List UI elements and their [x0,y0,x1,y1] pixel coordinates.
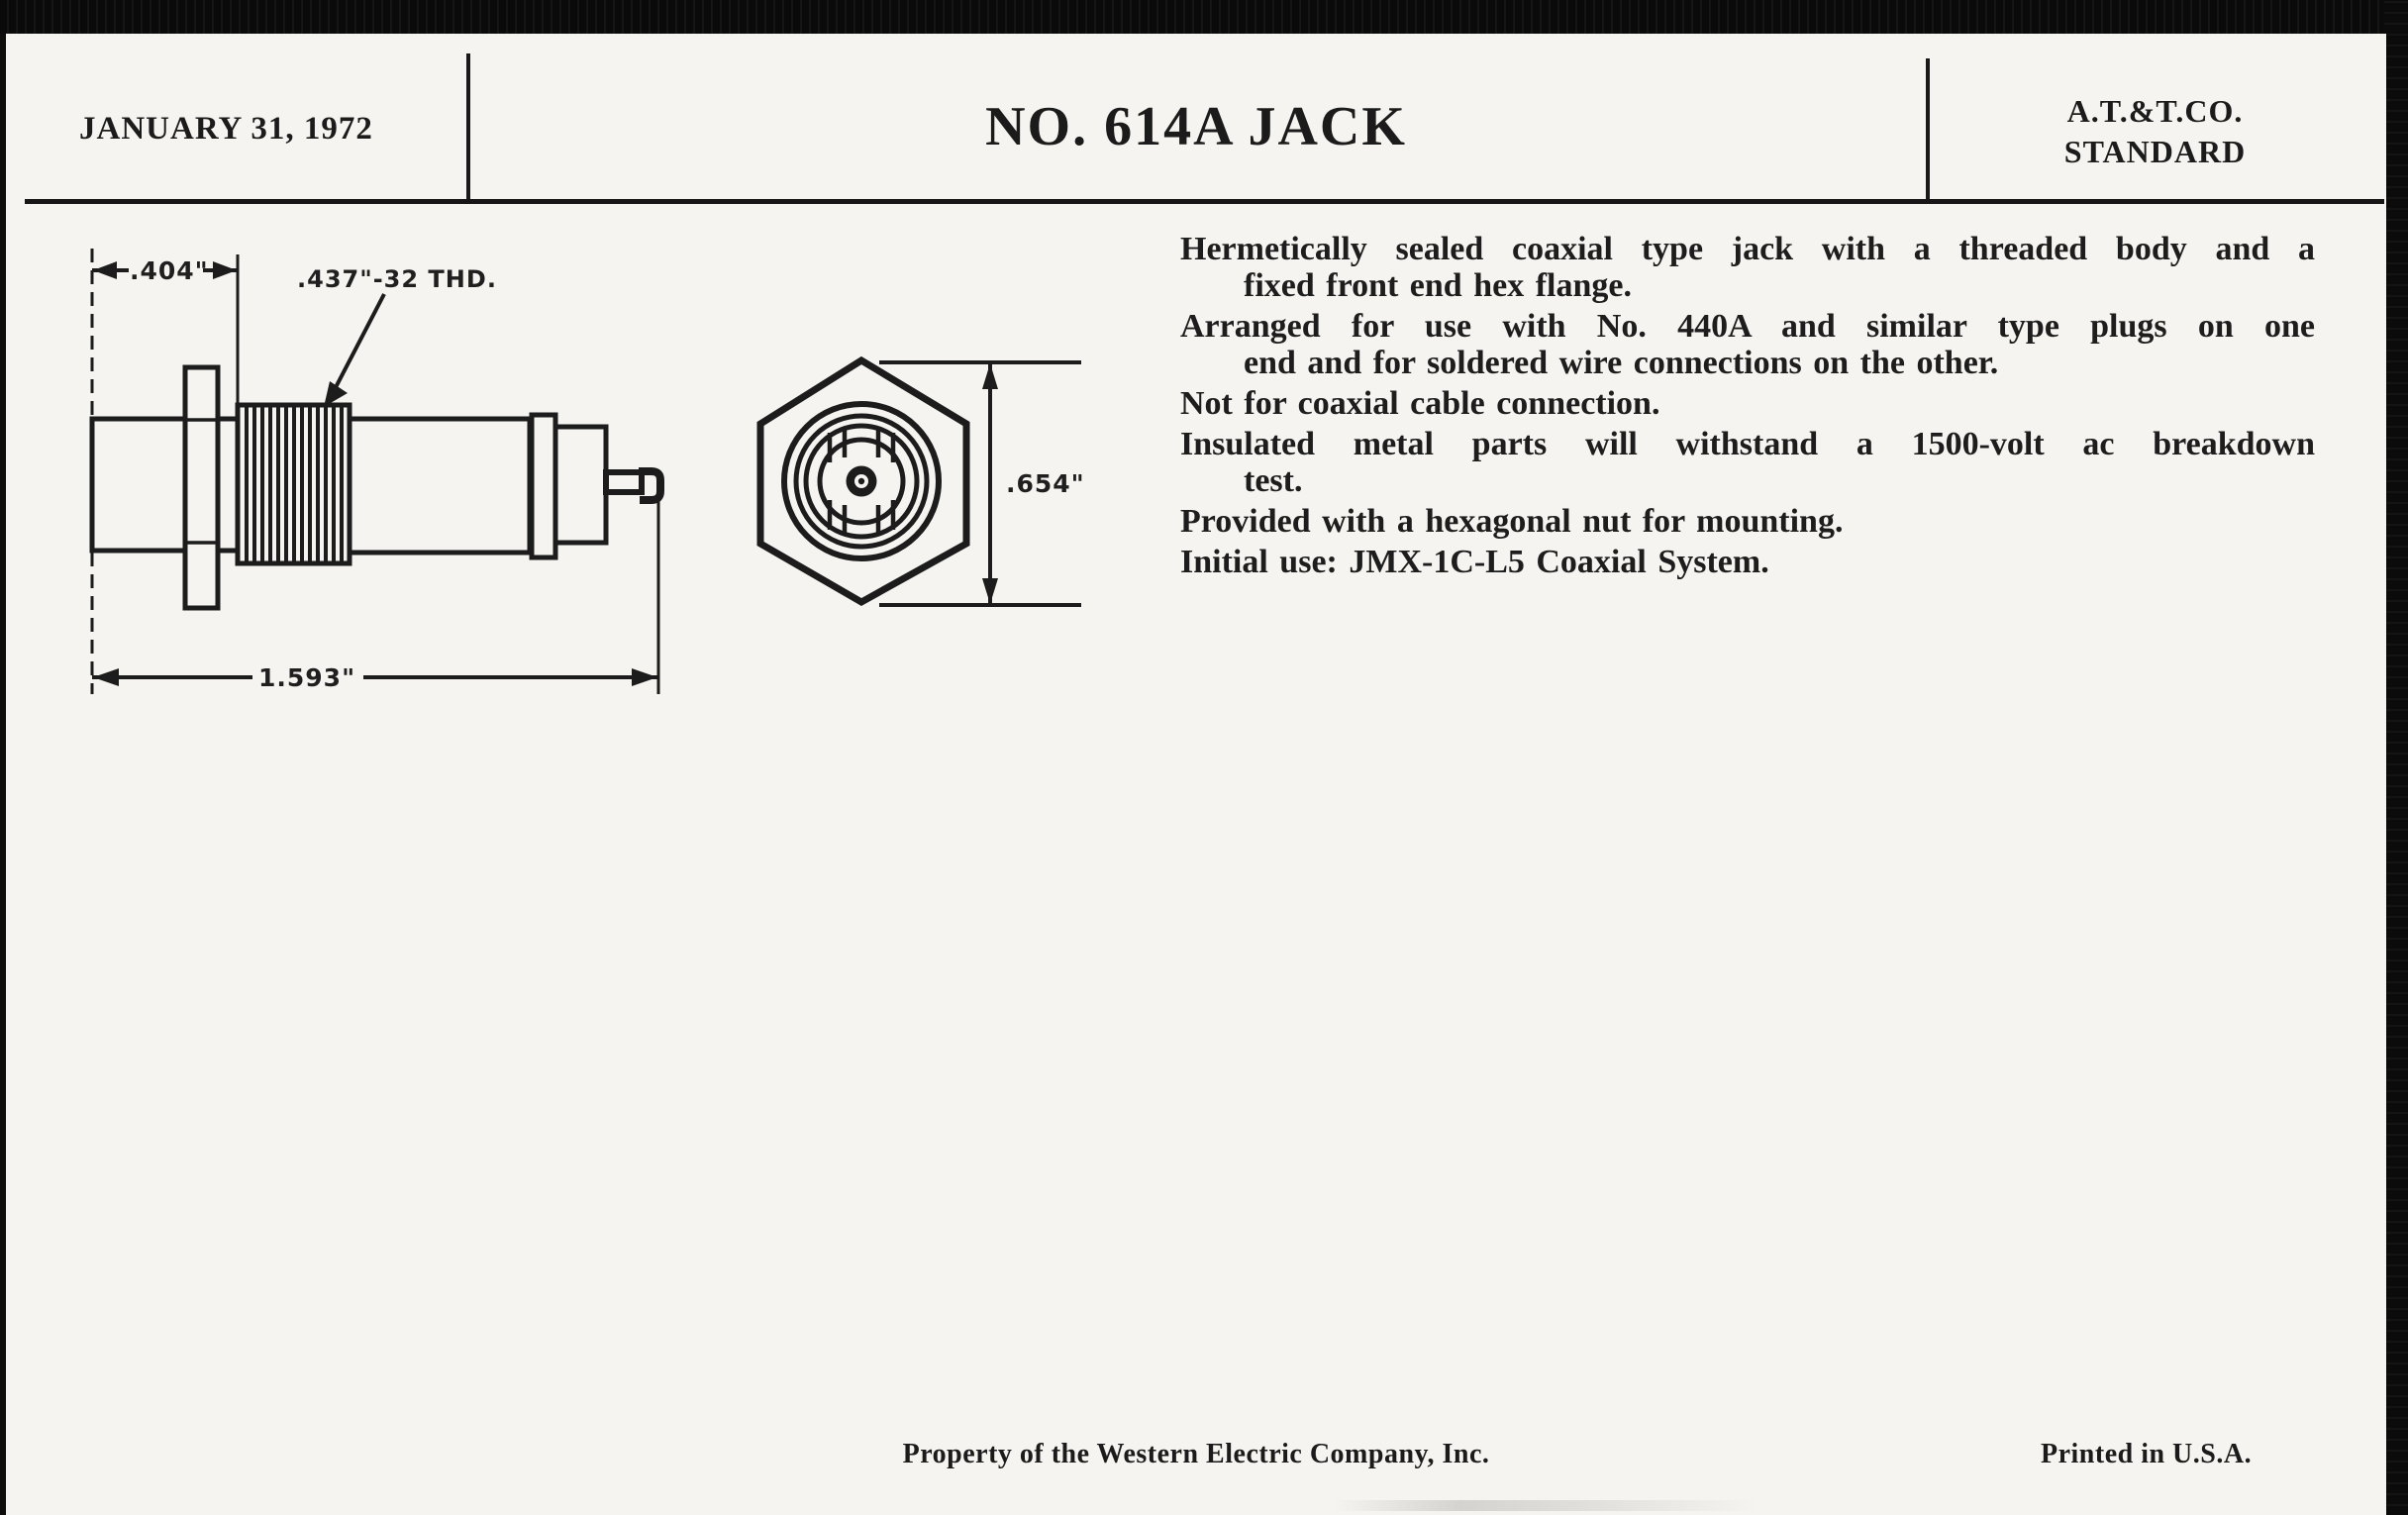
footer-property-notice: Property of the Western Electric Company, Inc. [902,1439,1490,1469]
org-standard-label [1926,91,2384,172]
thread-leader-line [333,294,384,393]
org-name: A.T.&T.CO. [2066,93,2244,129]
side-view [92,249,660,694]
arrowhead-left [93,668,119,686]
front-ring-groove [532,415,555,557]
spec-note-line: Insulated metal parts will withstand a 1500-volt ac breakdown [1180,426,2315,462]
spec-note-line: Hermetically sealed coaxial type jack with a threaded body and a [1180,231,2315,267]
spec-notes [1180,231,2315,580]
arrowhead-right [213,261,237,279]
dim-654-label: .654" [1006,469,1085,498]
center-pin-dot [858,478,864,484]
technical-drawing [59,229,1149,714]
footer-printed-in-usa: Printed in U.S.A. [2041,1439,2253,1469]
spec-note-line: fixed front end hex flange. [1244,267,1632,304]
front-view [760,360,1085,605]
jack-barrel [350,419,530,553]
arrowhead-up [982,363,998,389]
thread-hatch-lines [247,405,342,563]
thread-callout-label: .437"-32 THD. [297,265,497,293]
spec-note-line: Initial use: JMX-1C-L5 Coaxial System. [1180,544,1769,580]
scan-smudge [1333,1500,1758,1511]
arrowhead-down [982,578,998,604]
dim-404-label: .404" [130,256,209,285]
header-rule [25,199,2384,204]
spec-note-line: Arranged for use with No. 440A and similar type plugs on one [1180,308,2315,345]
issue-date: JANUARY 31, 1972 [79,111,373,147]
spec-note-line: Provided with a hexagonal nut for mounting. [1180,503,1844,540]
dim-1593 [92,668,658,686]
front-cap [555,427,606,543]
page-title: NO. 614A JACK [985,96,1407,157]
spec-note-line: Not for coaxial cable connection. [1180,385,1660,422]
hex-flange [185,367,218,608]
scan-top-black-bar [0,0,2408,34]
scan-right-black-bar [2384,0,2408,1515]
dim-1593-label: 1.593" [258,663,356,692]
org-standard: STANDARD [2063,134,2247,169]
terminal-pin [606,472,642,492]
document-page [6,34,2386,1515]
arrowhead-right [632,668,657,686]
arrowhead-left [93,261,117,279]
spec-note-line: end and for soldered wire connections on the other. [1244,345,1999,381]
spec-note-line: test. [1244,462,1303,499]
